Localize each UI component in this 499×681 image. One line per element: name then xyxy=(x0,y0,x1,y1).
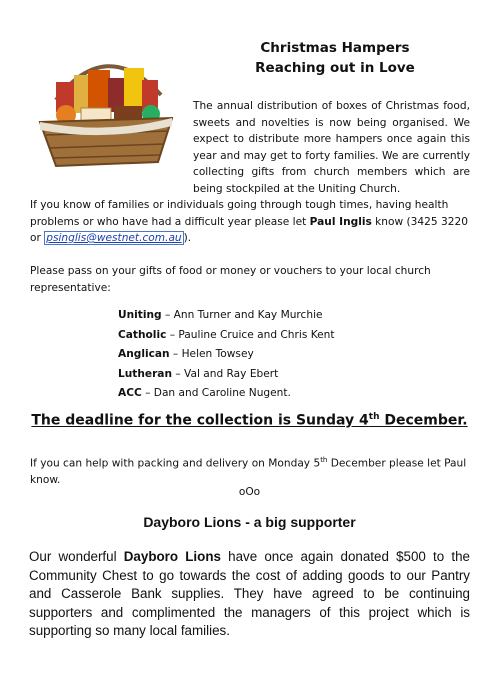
representative-item: Catholic – Pauline Cruice and Chris Kent xyxy=(118,328,335,341)
deadline-notice: The deadline for the collection is Sunday 4th December. xyxy=(31,412,468,429)
contact-text-phone: know (3425 3220 or xyxy=(30,215,468,244)
christmas-hamper-image xyxy=(26,40,186,170)
section-separator: oOo xyxy=(238,486,261,498)
lions-paragraph: Our wonderful Dayboro Lions have once again donated $500 to the Community Chest to go towards the cost of adding goods to our Pantry and Casserole Bank supplies. They have agreed to be continuing supporters and complimented the managers of this project which is supporting so many local families. xyxy=(29,549,471,638)
representative-item: Lutheran – Val and Ray Ebert xyxy=(118,367,279,380)
representative-item: Uniting – Ann Turner and Kay Murchie xyxy=(118,309,323,321)
representatives-list xyxy=(118,306,458,404)
hampers-title: Christmas Hampers xyxy=(260,40,410,56)
hampers-subtitle: Reaching out in Love xyxy=(255,60,415,76)
representative-item: ACC – Dan and Caroline Nugent. xyxy=(118,387,291,399)
hampers-contact-paragraph xyxy=(30,197,472,247)
pass-on-paragraph: Please pass on your gifts of food or money or vouchers to your local church representative: xyxy=(30,265,431,294)
contact-text-end: ). xyxy=(183,232,192,244)
hampers-intro: The annual distribution of boxes of Christmas food, sweets and novelties is now being organised. We expect to distribute more hampers once again this year and may get to forty families. We are currently collecting gifts from church members which are being stockpiled at the Uniting Church. xyxy=(193,100,470,195)
representative-item: Anglican – Helen Towsey xyxy=(118,348,254,360)
contact-text: If you know of families or individuals going through tough times, having health problems or who have had a difficult year please let xyxy=(30,199,449,228)
packing-help-paragraph: If you can help with packing and delivery on Monday 5th December please let Paul know. xyxy=(30,456,467,487)
contact-name: Paul Inglis xyxy=(309,215,372,228)
lions-name: Dayboro Lions xyxy=(123,549,221,564)
lions-title: Dayboro Lions - a big supporter xyxy=(143,514,356,530)
contact-email-link[interactable]: psinglis@westnet.com.au xyxy=(46,232,182,244)
